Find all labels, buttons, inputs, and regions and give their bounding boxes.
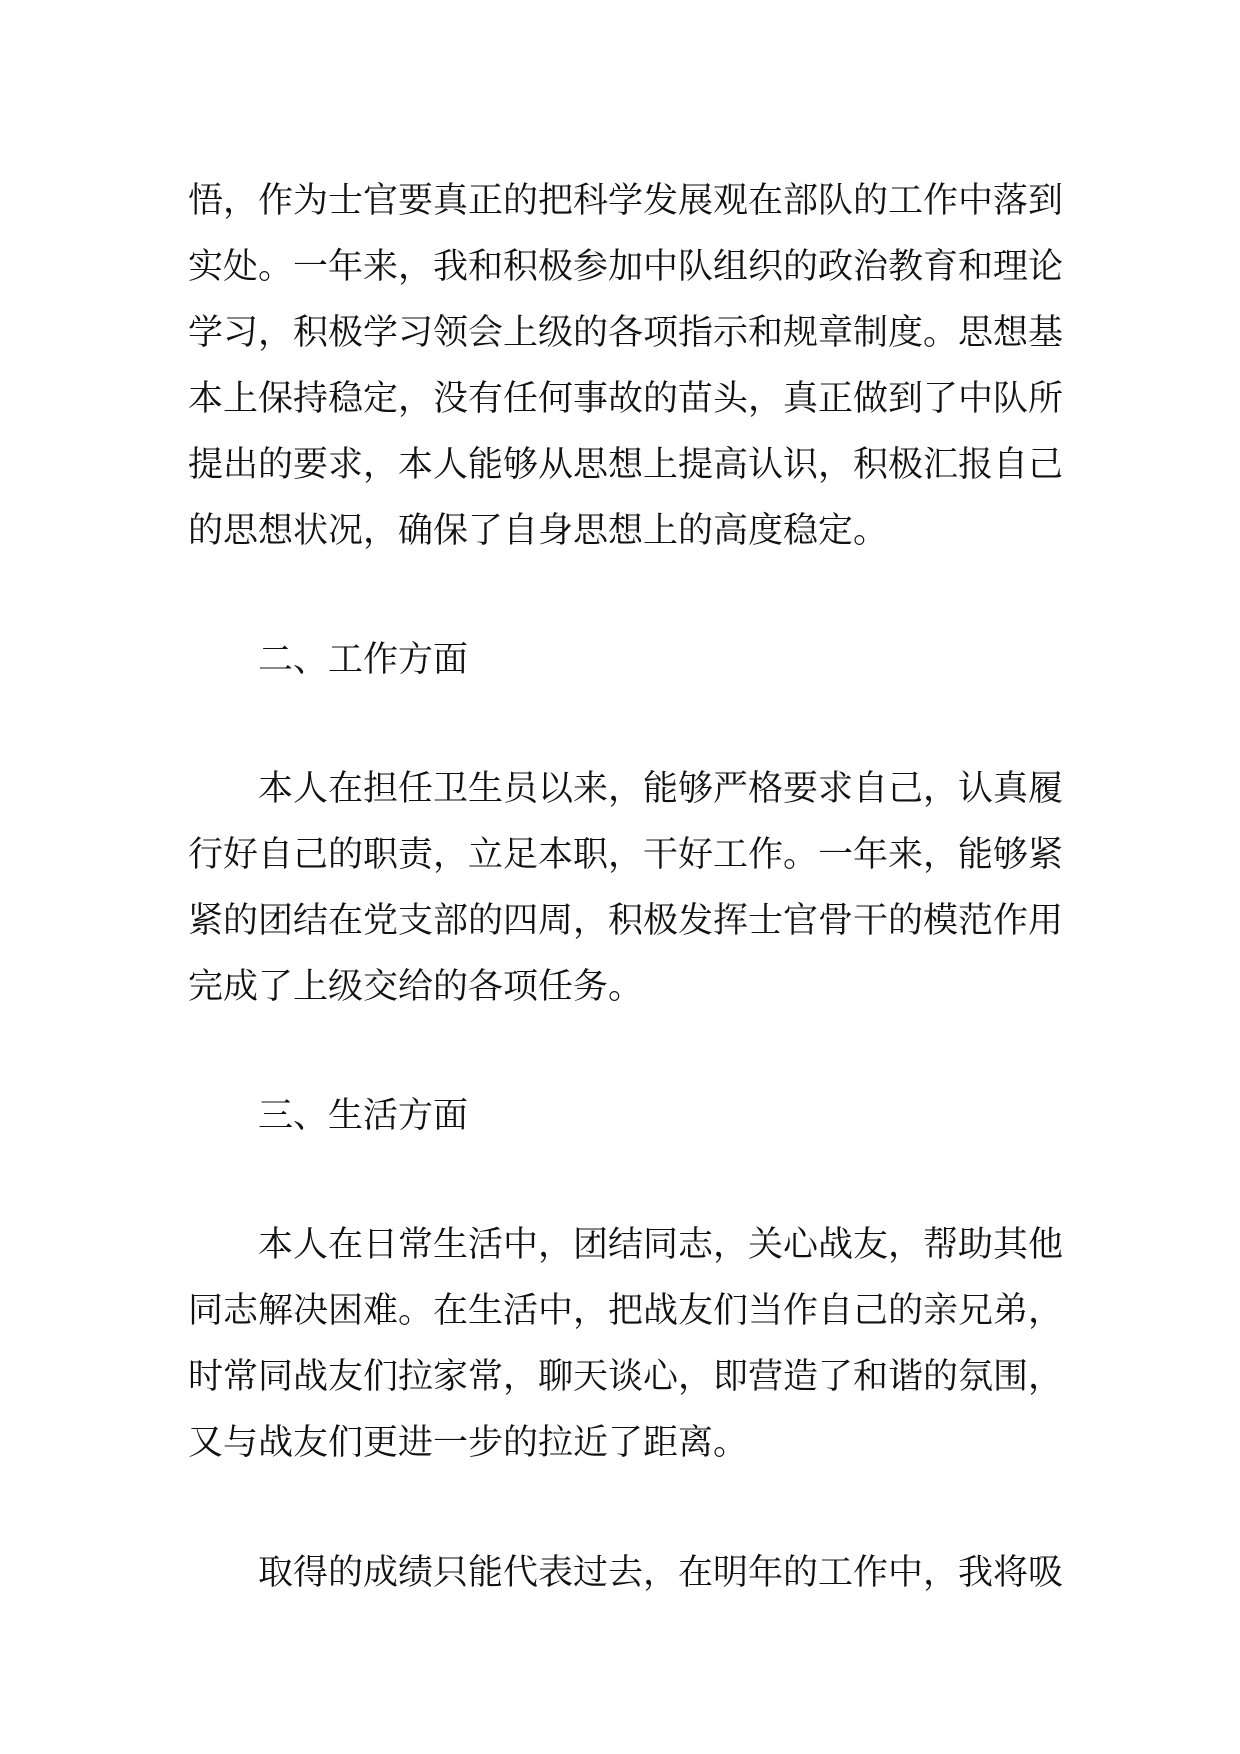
section-heading-work: 二、工作方面 bbox=[258, 640, 469, 680]
paragraph-line: 的思想状况，确保了自身思想上的高度稳定。 bbox=[188, 511, 889, 551]
paragraph-line: 提出的要求，本人能够从思想上提高认识，积极汇报自己 bbox=[188, 445, 1064, 485]
paragraph-line: 本上保持稳定，没有任何事故的苗头，真正做到了中队所 bbox=[188, 379, 1064, 419]
paragraph-line: 时常同战友们拉家常，聊天谈心，即营造了和谐的氛围， bbox=[188, 1357, 1064, 1397]
paragraph-line: 同志解决困难。在生活中，把战友们当作自己的亲兄弟， bbox=[188, 1291, 1064, 1331]
paragraph-line: 实处。一年来，我和积极参加中队组织的政治教育和理论 bbox=[188, 247, 1064, 287]
section-heading-life: 三、生活方面 bbox=[258, 1096, 469, 1136]
paragraph-line: 学习，积极学习领会上级的各项指示和规章制度。思想基 bbox=[188, 313, 1064, 353]
paragraph-line: 本人在担任卫生员以来，能够严格要求自己，认真履 bbox=[258, 769, 1064, 809]
paragraph-line: 本人在日常生活中，团结同志，关心战友，帮助其他 bbox=[258, 1225, 1064, 1265]
paragraph-line: 紧的团结在党支部的四周，积极发挥士官骨干的模范作用 bbox=[188, 901, 1064, 941]
paragraph-line: 行好自己的职责，立足本职，干好工作。一年来，能够紧 bbox=[188, 835, 1064, 875]
paragraph-line: 完成了上级交给的各项任务。 bbox=[188, 967, 644, 1007]
paragraph-line: 又与战友们更进一步的拉近了距离。 bbox=[188, 1423, 749, 1463]
paragraph-line: 取得的成绩只能代表过去，在明年的工作中，我将吸 bbox=[258, 1553, 1064, 1593]
paragraph-line: 悟，作为士官要真正的把科学发展观在部队的工作中落到 bbox=[188, 181, 1064, 221]
